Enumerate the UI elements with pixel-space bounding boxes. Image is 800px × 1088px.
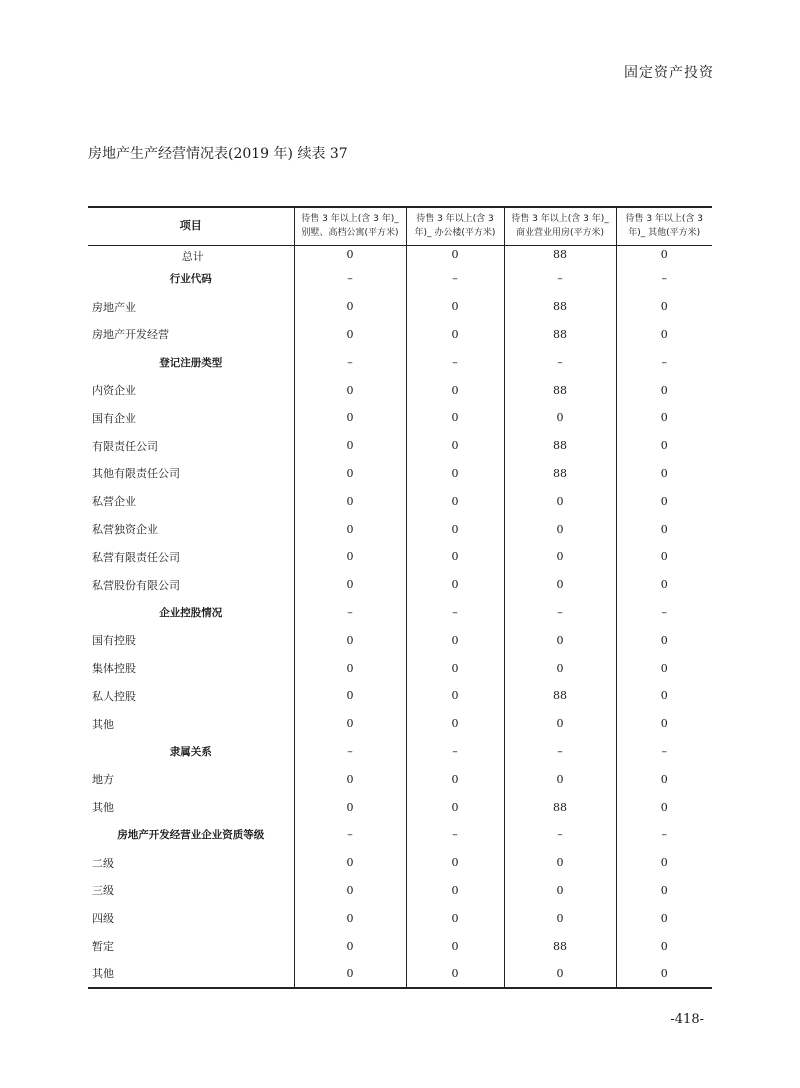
data-table [88,206,712,989]
row-label: 私人控股 [92,689,136,703]
cell-value: 0 [504,654,616,682]
cell-value: 0 [616,877,712,905]
cell-value: – [294,265,406,293]
cell-value: – [616,738,712,766]
cell-value: 0 [406,515,504,543]
cell-value: – [406,738,504,766]
cell-value: 0 [406,793,504,821]
cell-value: 0 [406,682,504,710]
table-row [88,877,712,905]
cell-value: 88 [504,321,616,349]
row-label: 房地产业 [92,300,136,314]
data-table-container [88,206,712,989]
cell-value: – [504,265,616,293]
row-label: 行业代码 [169,273,212,286]
cell-value: 0 [616,376,712,404]
row-label: 其他有限责任公司 [92,467,180,481]
cell-value: 0 [616,932,712,960]
table-row [88,904,712,932]
cell-value: 0 [294,682,406,710]
cell-value: 0 [616,682,712,710]
cell-value: 0 [616,960,712,988]
row-label: 内资企业 [92,384,136,398]
cell-value: 0 [294,321,406,349]
cell-value: 0 [616,849,712,877]
cell-value: 0 [504,765,616,793]
cell-value: 0 [406,710,504,738]
cell-value: 0 [504,515,616,543]
table-row [88,960,712,988]
table-row [88,376,712,404]
column-header-other: 待售 3 年以上(含 3 年)_ 其他(平方米) [616,207,712,245]
cell-value: 0 [616,293,712,321]
cell-value: 0 [406,321,504,349]
cell-value: 0 [504,960,616,988]
cell-value: 0 [616,710,712,738]
row-label: 登记注册类型 [159,356,223,369]
row-label: 国有企业 [92,411,136,425]
row-label: 企业控股情况 [159,606,223,619]
row-label: 房地产开发经营 [92,328,169,342]
cell-value: 0 [294,710,406,738]
table-row [88,682,712,710]
cell-value: 0 [294,543,406,571]
cell-value: 0 [406,877,504,905]
cell-value: 0 [294,849,406,877]
cell-value: 88 [504,293,616,321]
row-label: 国有控股 [92,634,136,648]
cell-value: 0 [406,932,504,960]
table-row [88,765,712,793]
row-label: 其他 [92,717,114,731]
cell-value: 0 [504,543,616,571]
cell-value: 0 [294,904,406,932]
row-label: 集体控股 [92,662,136,676]
cell-value: 0 [406,960,504,988]
cell-value: – [616,599,712,627]
cell-value: 0 [294,293,406,321]
table-row [88,404,712,432]
row-label: 二级 [92,856,114,870]
cell-value: 0 [294,932,406,960]
running-head: 固定资产投资 [624,65,714,81]
cell-value: 0 [504,571,616,599]
cell-value: 0 [406,460,504,488]
table-row [88,515,712,543]
cell-value: 0 [616,487,712,515]
cell-value: 0 [616,543,712,571]
table-row [88,348,712,376]
cell-value: 0 [294,654,406,682]
row-label: 有限责任公司 [92,439,158,453]
cell-value: 0 [294,626,406,654]
cell-value: 88 [504,460,616,488]
table-row [88,710,712,738]
cell-value: 88 [504,432,616,460]
cell-value: 0 [616,904,712,932]
cell-value: 0 [406,571,504,599]
cell-value: 0 [294,515,406,543]
row-label: 私营有限责任公司 [92,550,180,564]
cell-value: 0 [294,793,406,821]
cell-value: 0 [406,404,504,432]
column-header-office: 待售 3 年以上(含 3 年)_ 办公楼(平方米) [406,207,504,245]
cell-value: 0 [504,849,616,877]
cell-value: 0 [406,626,504,654]
cell-value: 0 [504,404,616,432]
cell-value: 0 [504,904,616,932]
cell-value: – [294,348,406,376]
table-row [88,738,712,766]
table-row [88,599,712,627]
table-header-row [88,207,712,245]
cell-value: – [504,599,616,627]
column-header-commercial: 待售 3 年以上(含 3 年)_ 商业营业用房(平方米) [504,207,616,245]
cell-value: 88 [504,793,616,821]
table-row [88,932,712,960]
cell-value: 0 [406,487,504,515]
cell-value: – [294,599,406,627]
cell-value: 0 [406,849,504,877]
cell-value: 0 [406,654,504,682]
cell-value: 0 [294,571,406,599]
cell-value: 0 [406,543,504,571]
cell-value: 88 [504,376,616,404]
cell-value: 0 [406,432,504,460]
cell-value: 0 [616,515,712,543]
cell-value: – [616,821,712,849]
row-label: 私营股份有限公司 [92,578,180,592]
cell-value: – [406,265,504,293]
cell-value: 0 [616,571,712,599]
cell-value: – [504,348,616,376]
cell-value: 0 [406,904,504,932]
cell-value: 0 [504,877,616,905]
table-row [88,245,712,265]
cell-value: 0 [406,765,504,793]
cell-value: 0 [294,460,406,488]
cell-value: – [504,738,616,766]
cell-value: 88 [504,682,616,710]
table-row [88,460,712,488]
table-row [88,821,712,849]
cell-value: 0 [616,404,712,432]
cell-value: – [504,821,616,849]
cell-value: – [294,738,406,766]
table-row [88,432,712,460]
cell-value: 0 [294,432,406,460]
cell-value: 0 [294,487,406,515]
cell-value: 0 [294,245,406,265]
cell-value: 0 [616,793,712,821]
row-label: 私营独资企业 [92,523,158,537]
cell-value: 88 [504,932,616,960]
cell-value: – [406,599,504,627]
cell-value: 0 [504,710,616,738]
table-row [88,487,712,515]
cell-value: 0 [294,960,406,988]
cell-value: 0 [616,765,712,793]
table-row [88,571,712,599]
cell-value: 0 [406,293,504,321]
table-row [88,793,712,821]
table-row [88,321,712,349]
row-label: 地方 [92,773,114,787]
cell-value: 0 [504,626,616,654]
cell-value: 0 [504,487,616,515]
row-label: 私营企业 [92,495,136,509]
table-title: 房地产生产经营情况表(2019 年) 续表 37 [88,146,348,162]
cell-value: – [616,348,712,376]
row-label: 隶属关系 [169,745,212,758]
row-label: 其他 [88,960,294,988]
cell-value: 0 [616,460,712,488]
column-header-item: 项目 [88,207,294,245]
cell-value: – [616,265,712,293]
column-header-villa: 待售 3 年以上(含 3 年)_ 别墅、高档公寓(平方米) [294,207,406,245]
table-row [88,654,712,682]
row-label: 总计 [181,249,204,263]
cell-value: 0 [616,654,712,682]
cell-value: 0 [294,376,406,404]
table-body [88,245,712,988]
row-label: 房地产开发经营业企业资质等级 [117,829,265,842]
row-label: 四级 [92,912,114,926]
cell-value: 0 [616,321,712,349]
cell-value: 0 [616,245,712,265]
table-row [88,543,712,571]
cell-value: 0 [294,404,406,432]
table-row [88,626,712,654]
cell-value: – [406,821,504,849]
cell-value: 0 [616,432,712,460]
cell-value: – [294,821,406,849]
row-label: 三级 [92,884,114,898]
cell-value: – [406,348,504,376]
cell-value: 0 [616,626,712,654]
table-row [88,293,712,321]
cell-value: 0 [294,765,406,793]
table-row [88,265,712,293]
page-number: -418- [670,1012,704,1027]
cell-value: 88 [504,245,616,265]
row-label: 其他 [92,801,114,815]
cell-value: 0 [406,245,504,265]
cell-value: 0 [294,877,406,905]
cell-value: 0 [406,376,504,404]
row-label: 暂定 [92,940,114,954]
table-row [88,849,712,877]
